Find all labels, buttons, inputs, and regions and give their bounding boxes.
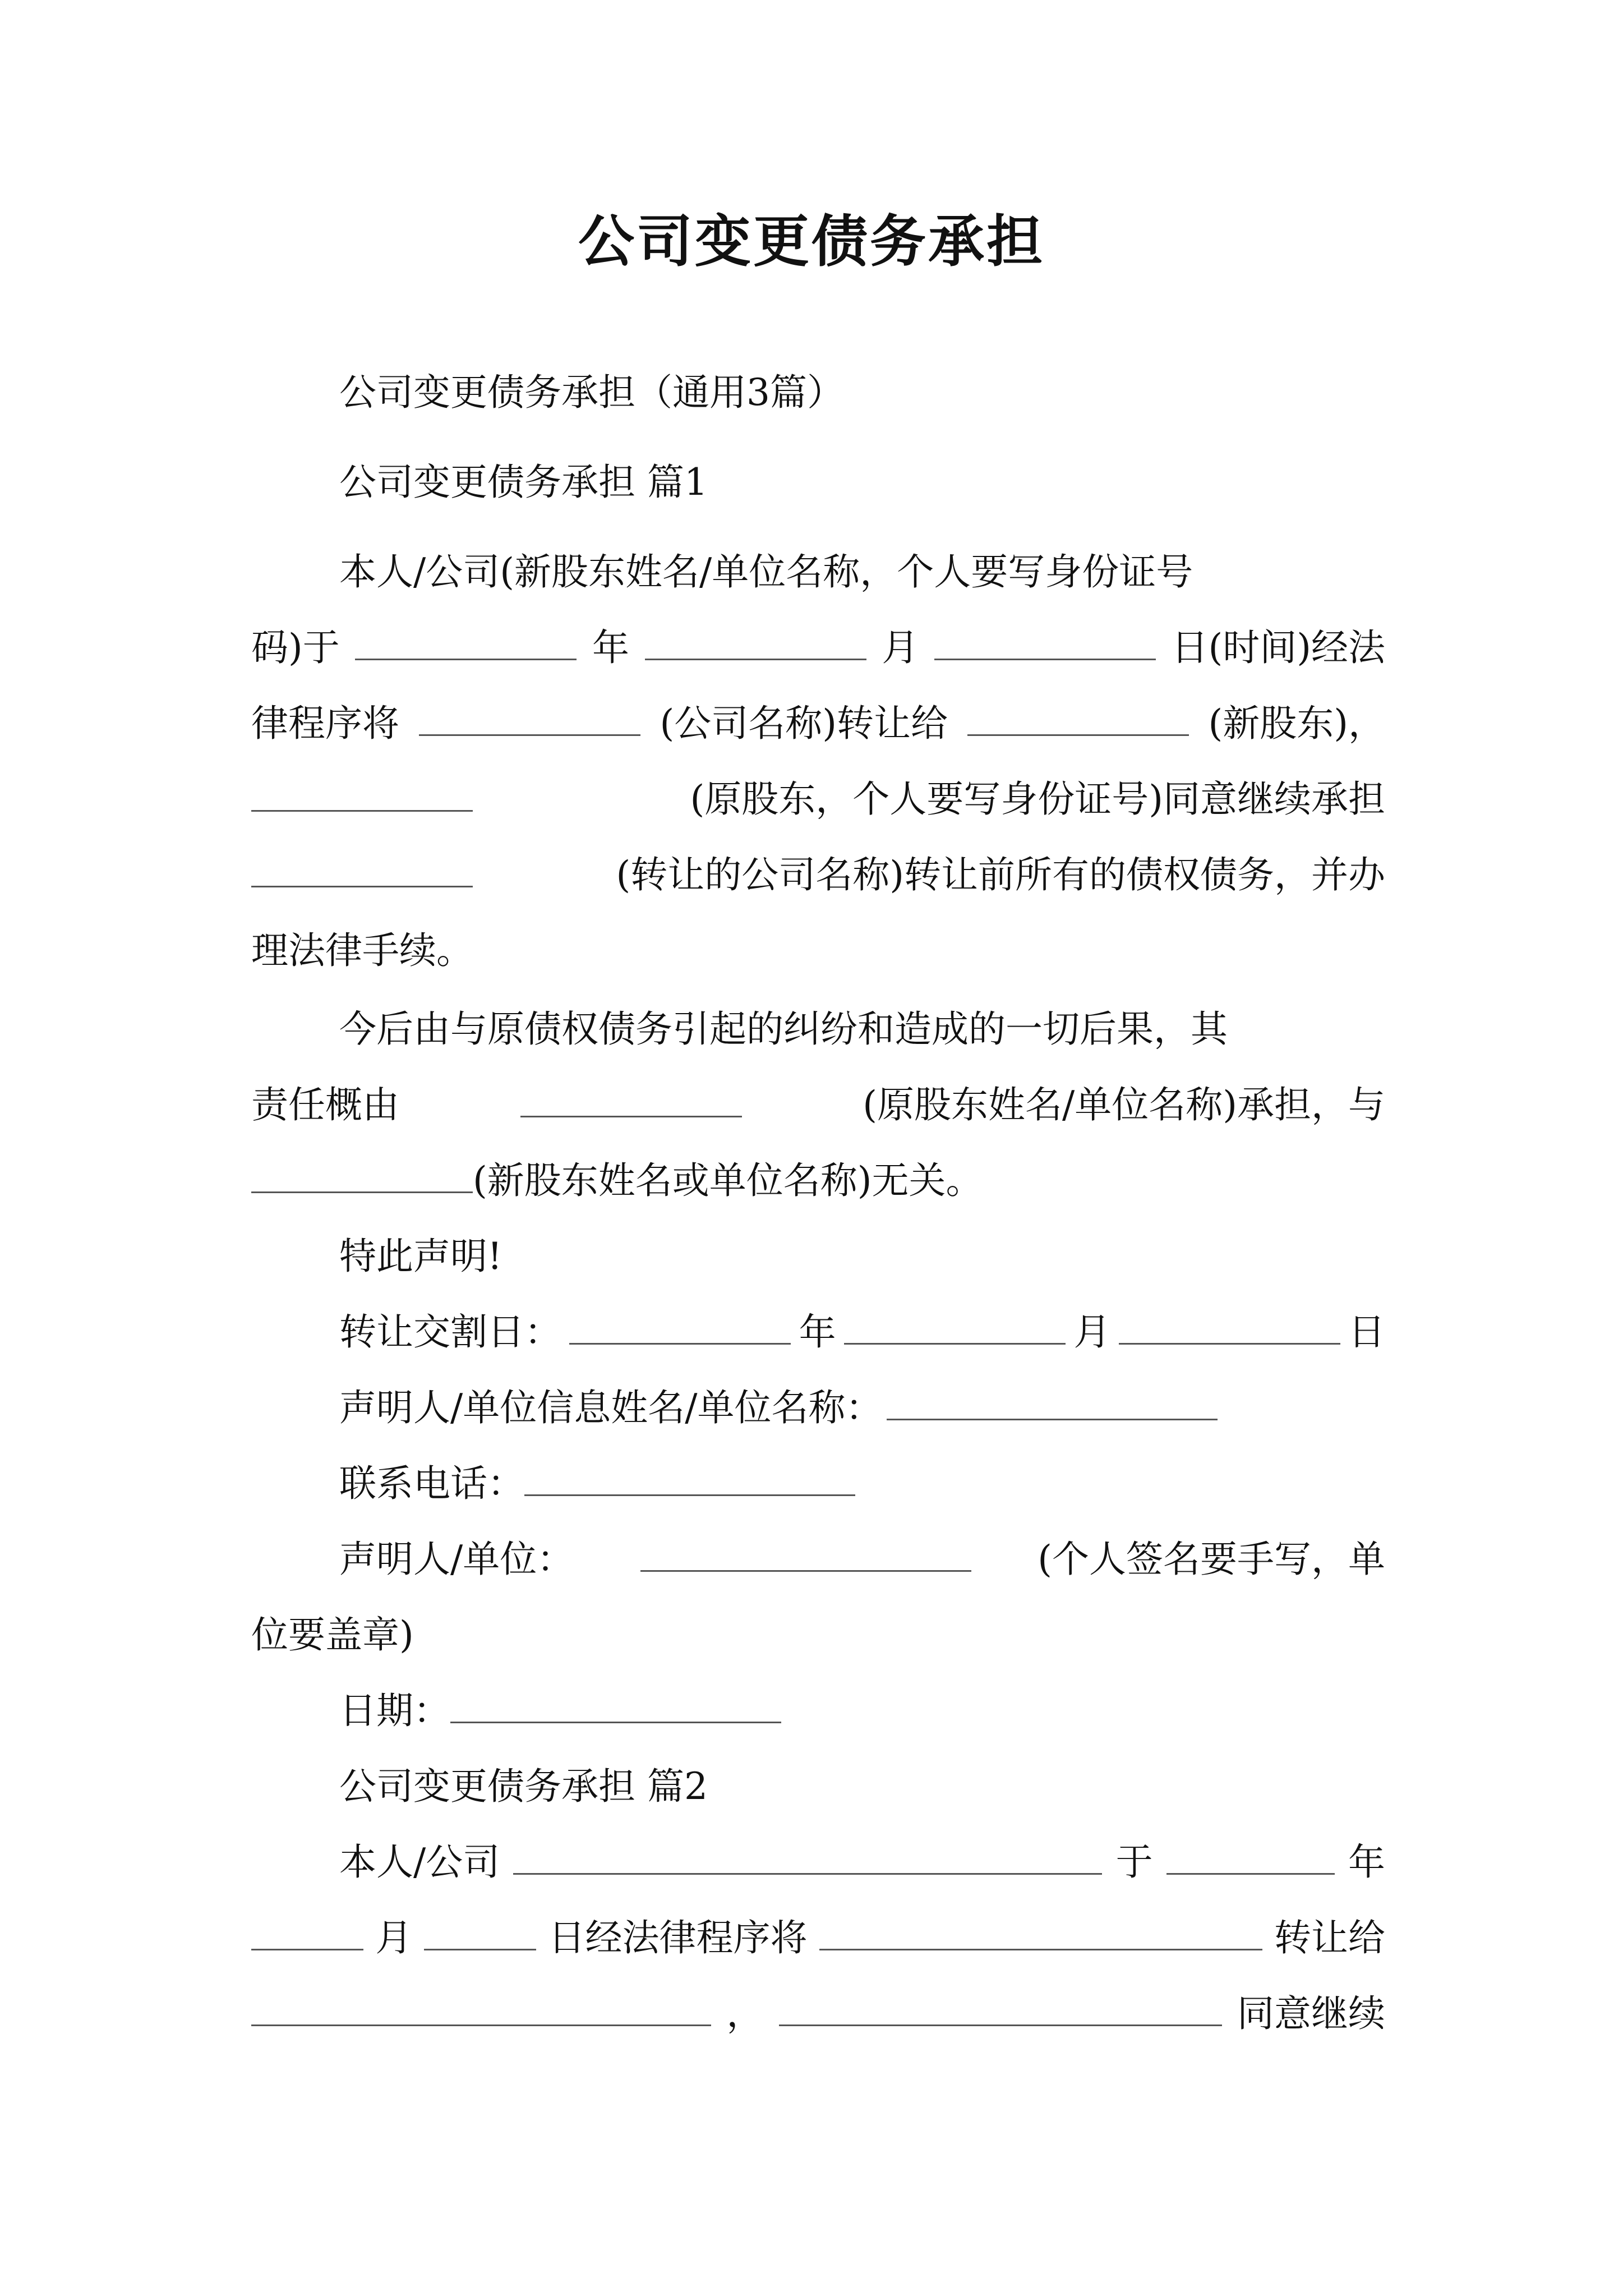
inline-text: 日(时间)经法 bbox=[1171, 626, 1385, 669]
part1-p1-line1 bbox=[339, 547, 1385, 597]
fill-in-blank bbox=[251, 1158, 473, 1193]
fill-in-blank bbox=[967, 701, 1189, 736]
fill-in-blank bbox=[569, 1309, 791, 1345]
part2-line2 bbox=[251, 1913, 1385, 1963]
document-title: 公司变更债务承担 bbox=[578, 208, 1045, 274]
part1-p1-line2 bbox=[251, 623, 1385, 673]
fill-in-blank bbox=[513, 1839, 1102, 1875]
fill-in-blank bbox=[844, 1309, 1066, 1345]
part1-p1-line3 bbox=[251, 698, 1385, 749]
part1-p1-line4 bbox=[251, 774, 1385, 825]
fill-in-blank bbox=[355, 625, 577, 660]
inline-text: (原股东姓名/单位名称)承担，与 bbox=[863, 1083, 1385, 1126]
field-label: 声明人/单位信息姓名/单位名称： bbox=[339, 1386, 883, 1429]
inline-text: 月 bbox=[882, 626, 919, 669]
declarant-line bbox=[339, 1534, 1385, 1585]
part1-p1-text: 本人/公司(新股东姓名/单位名称，个人要写身份证号 bbox=[339, 550, 1193, 593]
fill-in-blank bbox=[251, 852, 473, 887]
transfer-date-line bbox=[339, 1307, 1385, 1358]
fill-in-blank bbox=[251, 776, 473, 812]
inline-text: 本人/公司 bbox=[339, 1841, 500, 1884]
inline-text: 今后由与原债权债务引起的纠纷和造成的一切后果，其 bbox=[339, 1007, 1228, 1051]
inline-text: 月 bbox=[375, 1916, 413, 1959]
part1-p2-line2 bbox=[251, 1080, 1385, 1130]
document-subtitle: 公司变更债务承担（通用3篇） bbox=[339, 371, 844, 414]
inline-text: 同意继续 bbox=[1237, 1992, 1385, 2035]
inline-text: (公司名称)转让给 bbox=[660, 702, 948, 745]
fill-in-blank bbox=[645, 625, 866, 660]
part2-line1 bbox=[339, 1837, 1385, 1888]
inline-text: (新股东)， bbox=[1208, 702, 1385, 745]
inline-text: ， bbox=[726, 1992, 764, 2035]
part1-heading: 公司变更债务承担 篇1 bbox=[339, 461, 708, 504]
inline-text: 年 bbox=[592, 626, 629, 669]
inline-text: 日经法律程序将 bbox=[548, 1916, 808, 1959]
fill-in-blank bbox=[779, 1991, 1222, 2026]
inline-text: 码)于 bbox=[251, 626, 340, 669]
fill-in-blank bbox=[520, 1082, 742, 1117]
declarant-info-line bbox=[339, 1383, 1218, 1433]
fill-in-blank bbox=[887, 1385, 1218, 1420]
fill-in-blank bbox=[424, 1915, 536, 1950]
date-line bbox=[339, 1686, 781, 1736]
part2-heading: 公司变更债务承担 篇2 bbox=[339, 1765, 708, 1808]
fill-in-blank bbox=[524, 1461, 855, 1496]
part1-p1-line6: 理法律手续。 bbox=[251, 929, 473, 972]
inline-text: 月 bbox=[1073, 1310, 1111, 1354]
fill-in-blank bbox=[1119, 1309, 1340, 1345]
part1-p2-line1 bbox=[339, 1004, 1385, 1055]
inline-text: 于 bbox=[1115, 1841, 1153, 1884]
part1-p1-line5 bbox=[251, 850, 1385, 900]
statement-text: 特此声明! bbox=[339, 1235, 502, 1278]
fill-in-blank bbox=[419, 701, 640, 736]
part2-line3 bbox=[251, 1989, 1385, 2039]
inline-text: (原股东，个人要写身份证号)同意继续承担 bbox=[690, 777, 1385, 821]
fill-in-blank bbox=[450, 1688, 781, 1723]
phone-line bbox=[339, 1458, 855, 1509]
field-label: 联系电话： bbox=[339, 1462, 524, 1505]
field-label: 转让交割日： bbox=[339, 1310, 561, 1354]
fill-in-blank bbox=[1166, 1839, 1335, 1875]
inline-text: (个人签名要手写，单 bbox=[1038, 1538, 1385, 1581]
fill-in-blank bbox=[251, 1991, 711, 2026]
field-label: 日期： bbox=[339, 1689, 450, 1732]
inline-text: (转让的公司名称)转让前所有的债权债务，并办 bbox=[616, 853, 1385, 896]
fill-in-blank bbox=[819, 1915, 1262, 1950]
fill-in-blank bbox=[934, 625, 1156, 660]
declarant-line-cont: 位要盖章) bbox=[251, 1613, 414, 1657]
inline-text: (新股东姓名或单位名称)无关。 bbox=[473, 1159, 983, 1202]
inline-text: 日 bbox=[1348, 1310, 1385, 1354]
inline-text: 转让给 bbox=[1274, 1916, 1385, 1959]
inline-text: 年 bbox=[1348, 1841, 1385, 1884]
fill-in-blank bbox=[251, 1915, 363, 1950]
field-label: 声明人/单位： bbox=[339, 1538, 574, 1581]
inline-text: 律程序将 bbox=[251, 702, 399, 745]
inline-text: 年 bbox=[799, 1310, 836, 1354]
inline-text: 责任概由 bbox=[251, 1083, 399, 1126]
fill-in-blank bbox=[640, 1536, 971, 1572]
part1-p2-line3 bbox=[251, 1156, 983, 1206]
